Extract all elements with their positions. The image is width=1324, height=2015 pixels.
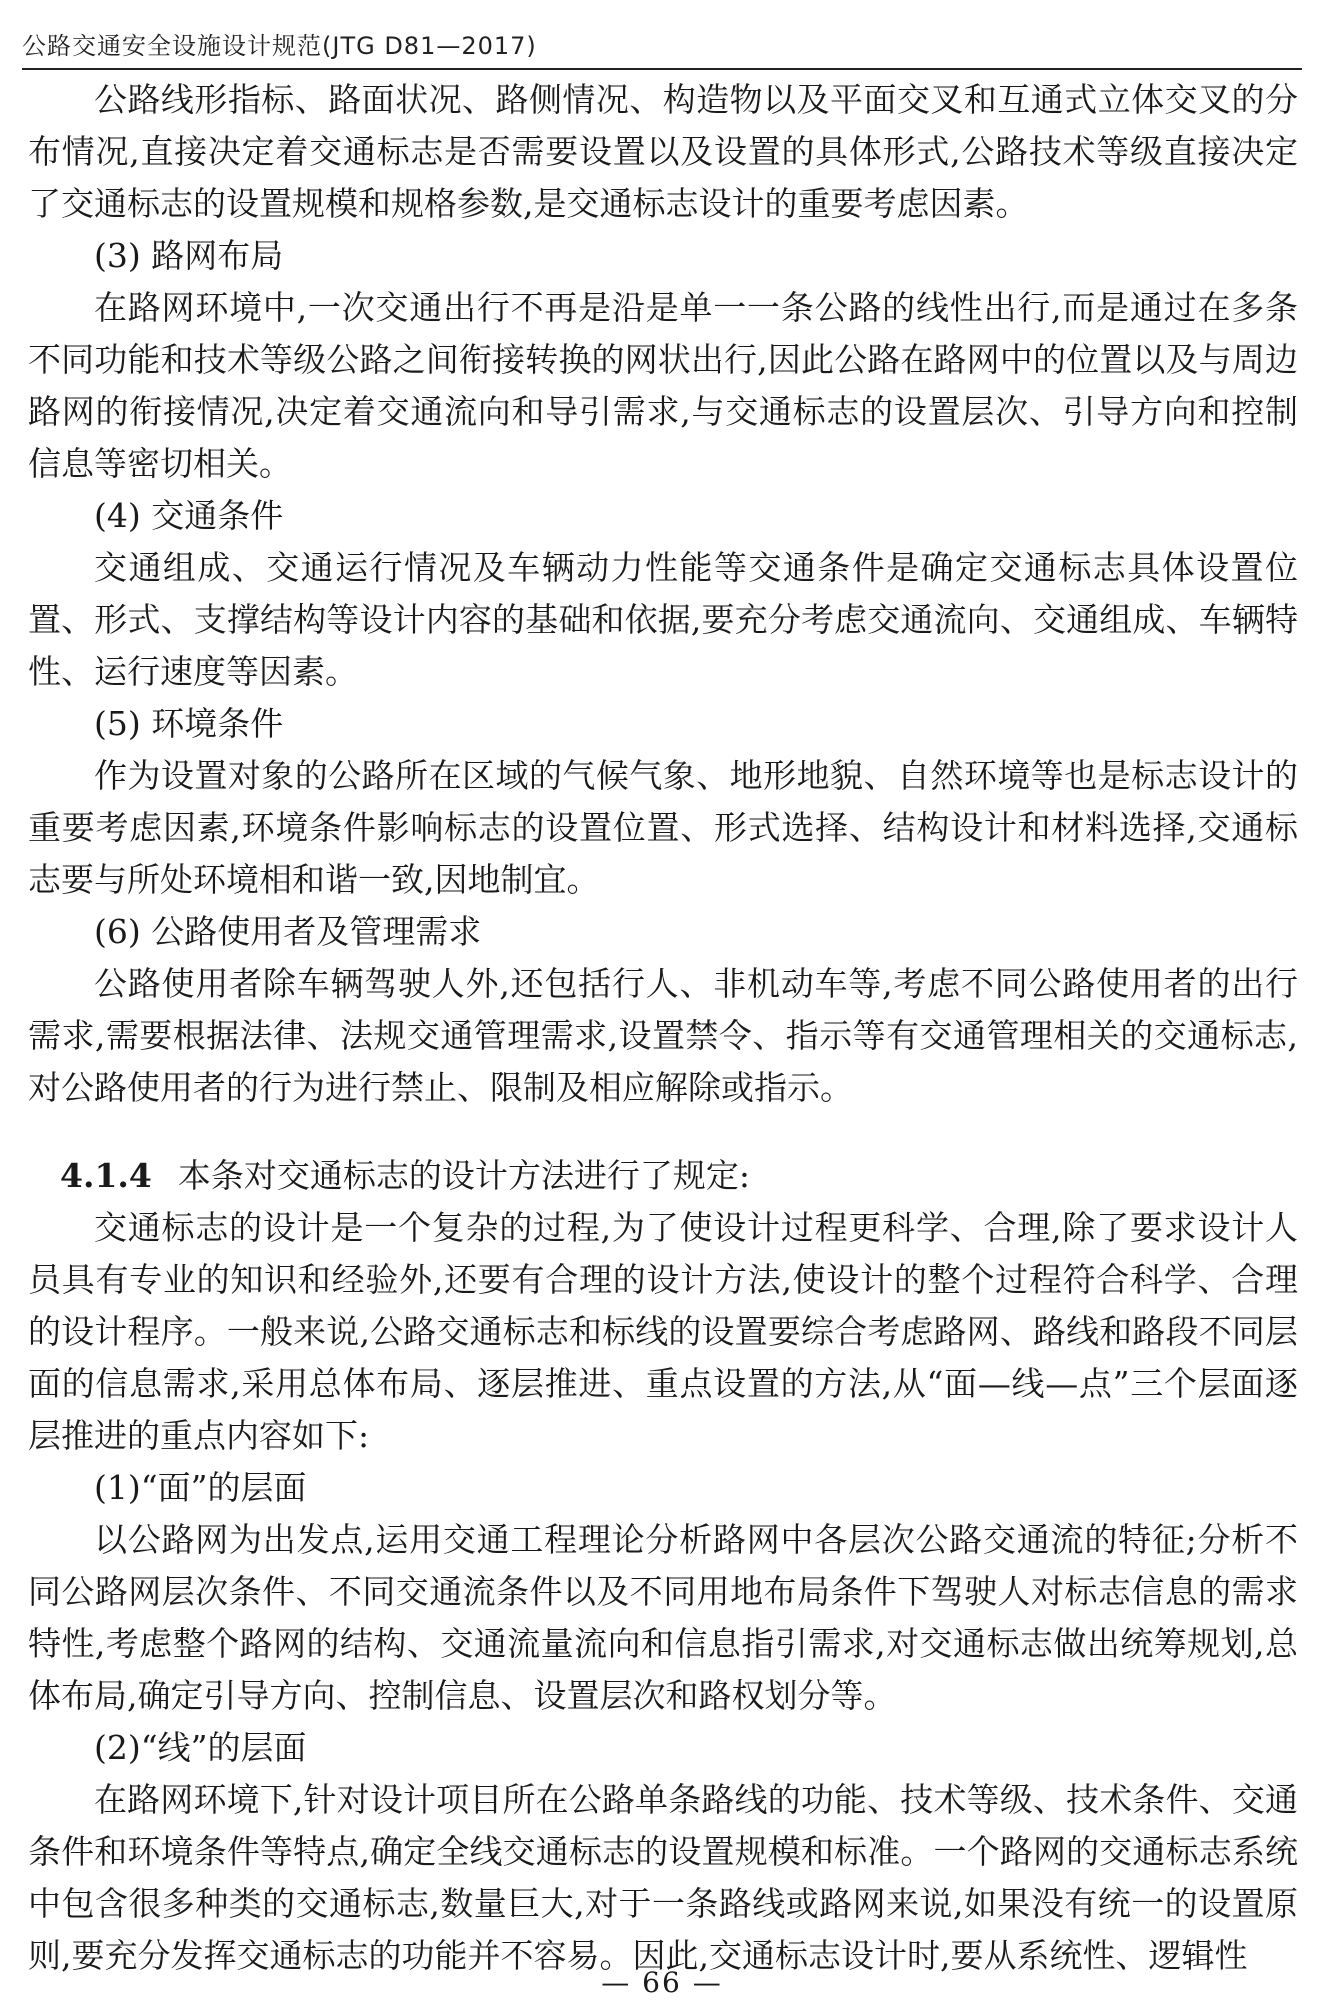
subheading-line-level: (2)“线”的层面 (94, 1728, 307, 1767)
paragraph-design-method: 交通标志的设计是一个复杂的过程,为了使设计过程更科学、合理,除了要求设计人员具有专业的知识和经验外,还要有合理的设计方法,使设计的整个过程符合科学、合理的设计程序。一般来说,公路交通标志和标线的设置要综合考虑路网、路线和路段不同层面的信息需求,采用总体布局、逐层推进、重点设置的方法,从“面—线—点”三个层面逐层推进的重点内容如下: (28, 1208, 1298, 1455)
page-number: — 66 — (601, 1966, 723, 1999)
section-title: 本条对交通标志的设计方法进行了规定: (177, 1156, 750, 1195)
subheading-road-users: (6) 公路使用者及管理需求 (94, 912, 482, 951)
paragraph-environment: 作为设置对象的公路所在区域的气候气象、地形地貌、自然环境等也是标志设计的重要考虑因素,环境条件影响标志的设置位置、形式选择、结构设计和材料选择,交通标志要与所处环境相和谐一致,因地制宜。 (28, 756, 1298, 899)
header-rule (22, 68, 1302, 70)
paragraph-road-network: 在路网环境中,一次交通出行不再是沿是单一一条公路的线性出行,而是通过在多条不同功能和技术等级公路之间衔接转换的网状出行,因此公路在路网中的位置以及与周边路网的衔接情况,决定着交通流向和导引需求,与交通标志的设置层次、引导方向和控制信息等密切相关。 (28, 288, 1298, 483)
subheading-road-network: (3) 路网布局 (94, 236, 284, 275)
paragraph-traffic-conditions: 交通组成、交通运行情况及车辆动力性能等交通条件是确定交通标志具体设置位置、形式、支撑结构等设计内容的基础和依据,要充分考虑交通流向、交通组成、车辆特性、运行速度等因素。 (28, 548, 1298, 691)
subheading-environment: (5) 环境条件 (94, 704, 284, 743)
running-header: 公路交通安全设施设计规范(JTG D81—2017) (22, 32, 537, 60)
subheading-surface-level: (1)“面”的层面 (94, 1468, 307, 1507)
section-heading (60, 1150, 750, 1202)
paragraph-highway-alignment: 公路线形指标、路面状况、路侧情况、构造物以及平面交叉和互通式立体交叉的分布情况,直接决定着交通标志是否需要设置以及设置的具体形式,公路技术等级直接决定了交通标志的设置规模和规格参数,是交通标志设计的重要考虑因素。 (28, 80, 1298, 223)
section-number: 4.1.4 (60, 1156, 152, 1195)
paragraph-road-users: 公路使用者除车辆驾驶人外,还包括行人、非机动车等,考虑不同公路使用者的出行需求,需要根据法律、法规交通管理需求,设置禁令、指示等有交通管理相关的交通标志,对公路使用者的行为进行禁止、限制及相应解除或指示。 (28, 964, 1298, 1107)
paragraph-surface-level: 以公路网为出发点,运用交通工程理论分析路网中各层次公路交通流的特征;分析不同公路网层次条件、不同交通流条件以及不同用地布局条件下驾驶人对标志信息的需求特性,考虑整个路网的结构、交通流量流向和信息指引需求,对交通标志做出统筹规划,总体布局,确定引导方向、控制信息、设置层次和路权划分等。 (28, 1520, 1298, 1715)
subheading-traffic-conditions: (4) 交通条件 (94, 496, 284, 535)
paragraph-line-level: 在路网环境下,针对设计项目所在公路单条路线的功能、技术等级、技术条件、交通条件和环境条件等特点,确定全线交通标志的设置规模和标准。一个路网的交通标志系统中包含很多种类的交通标志,数量巨大,对于一条路线或路网来说,如果没有统一的设置原则,要充分发挥交通标志的功能并不容易。因此,交通标志设计时,要从系统性、逻辑性 (28, 1780, 1298, 1975)
